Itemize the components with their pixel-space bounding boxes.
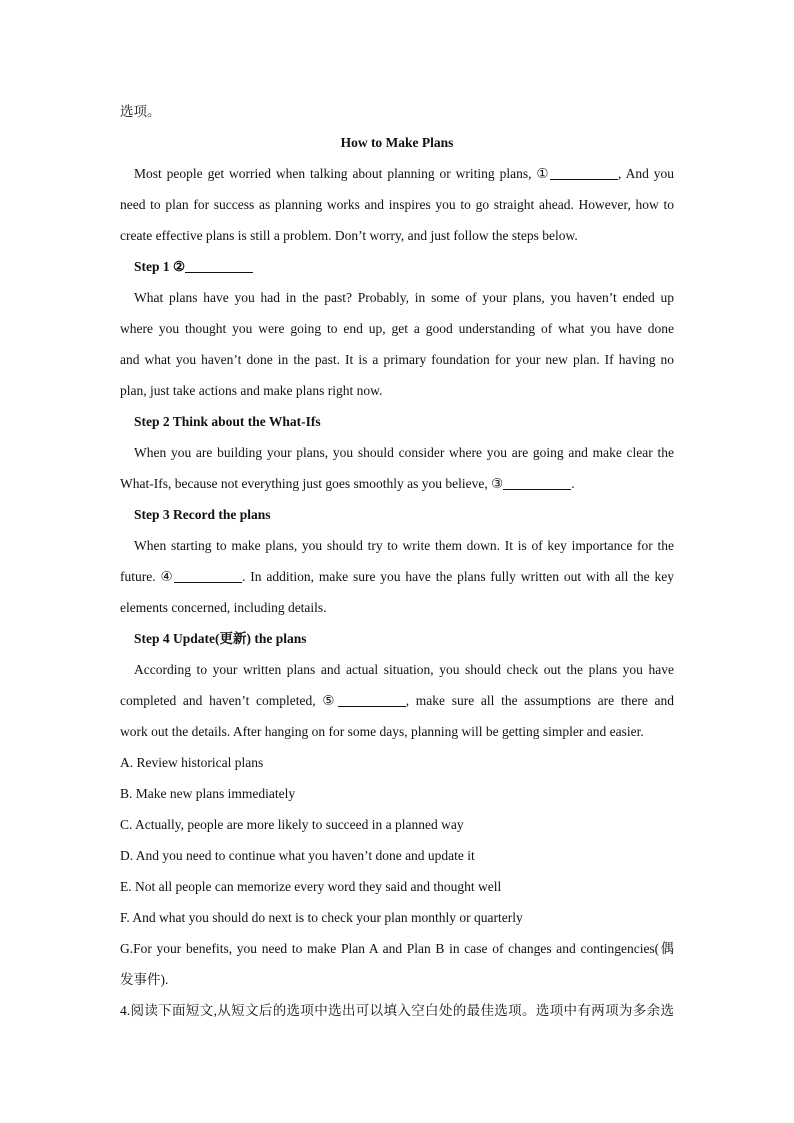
para3-line2 bbox=[120, 468, 674, 499]
intro-tail: 选项。 bbox=[120, 104, 161, 119]
blank-number: ③ bbox=[491, 476, 504, 491]
text: future. bbox=[120, 569, 161, 584]
para2-line4: plan, just take actions and make plans right now. bbox=[120, 383, 383, 398]
step-label: Step 1 bbox=[134, 259, 174, 274]
text: What-Ifs, because not everything just goes smoothly as you believe, bbox=[120, 476, 492, 491]
answer-blank[interactable] bbox=[174, 568, 242, 583]
para4-line3: elements concerned, including details. bbox=[120, 600, 327, 615]
blank-number: ② bbox=[173, 259, 186, 274]
step1-heading bbox=[120, 251, 674, 282]
text: Most people get worried when talking about planning or writing plans, bbox=[134, 166, 537, 181]
para4-line2 bbox=[120, 561, 674, 592]
step4-heading: Step 4 Update(更新) the plans bbox=[134, 631, 307, 646]
passage-title: How to Make Plans bbox=[340, 135, 454, 150]
option-a: A. Review historical plans bbox=[120, 755, 264, 770]
blank-number: ④ bbox=[160, 569, 175, 584]
para2-line3: and what you haven’t done in the past. It is a primary foundation for your new plan. If having no bbox=[120, 352, 674, 367]
text: . bbox=[571, 476, 575, 491]
text: completed and haven’t completed, bbox=[120, 693, 323, 708]
answer-blank[interactable] bbox=[185, 258, 253, 273]
option-g-line1: G.For your benefits, you need to make Plan A and Plan B in case of changes and contingencies(偶 bbox=[120, 941, 674, 956]
para5-line3: work out the details. After hanging on for some days, planning will be getting simpler and easier. bbox=[120, 724, 644, 739]
para4-line1: When starting to make plans, you should try to write them down. It is of key importance for the bbox=[134, 538, 674, 553]
option-g-line2: 发事件). bbox=[120, 972, 169, 987]
para1-line3: create effective plans is still a problem. Don’t worry, and just follow the steps below. bbox=[120, 228, 578, 243]
answer-blank[interactable] bbox=[338, 692, 406, 707]
text: . In addition, make sure you have the plans fully written out with all the key bbox=[242, 569, 675, 584]
para5-line2 bbox=[120, 685, 674, 716]
para3-line1: When you are building your plans, you should consider where you are going and make clear the bbox=[134, 445, 674, 460]
option-b: B. Make new plans immediately bbox=[120, 786, 296, 801]
text: , make sure all the assumptions are there and bbox=[405, 693, 675, 708]
text: , And you bbox=[618, 166, 674, 181]
option-c: C. Actually, people are more likely to succeed in a planned way bbox=[120, 817, 464, 832]
next-question-intro: 4.阅读下面短文,从短文后的选项中选出可以填入空白处的最佳选项。选项中有两项为多余选 bbox=[120, 1003, 674, 1018]
answer-blank[interactable] bbox=[550, 165, 618, 180]
para2-line2: where you thought you were going to end up, get a good understanding of what you have done bbox=[120, 321, 674, 336]
blank-number: ① bbox=[536, 166, 551, 181]
para2-line1: What plans have you had in the past? Probably, in some of your plans, you haven’t ended up bbox=[134, 290, 674, 305]
para1-line1 bbox=[120, 158, 674, 189]
option-e: E. Not all people can memorize every word they said and thought well bbox=[120, 879, 502, 894]
para1-line2: need to plan for success as planning works and inspires you to go straight ahead. However, how to bbox=[120, 197, 674, 212]
para5-line1: According to your written plans and actual situation, you should check out the plans you have bbox=[134, 662, 674, 677]
step3-heading: Step 3 Record the plans bbox=[134, 507, 271, 522]
answer-blank[interactable] bbox=[503, 475, 571, 490]
document-body bbox=[120, 96, 674, 1026]
option-d: D. And you need to continue what you haven’t done and update it bbox=[120, 848, 475, 863]
blank-number: ⑤ bbox=[322, 693, 338, 708]
option-f: F. And what you should do next is to check your plan monthly or quarterly bbox=[120, 910, 523, 925]
step2-heading: Step 2 Think about the What-Ifs bbox=[134, 414, 321, 429]
